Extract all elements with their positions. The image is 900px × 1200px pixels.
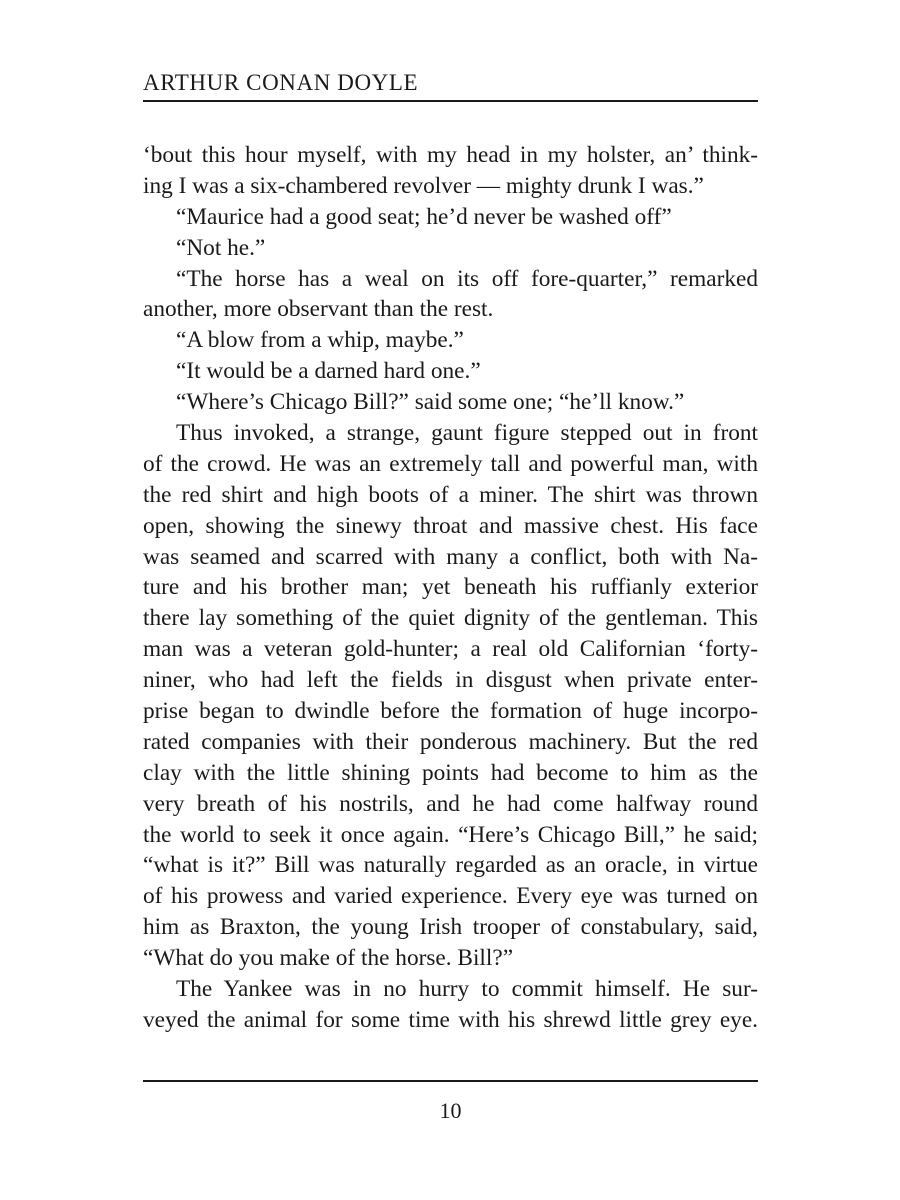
- text-line: Thus invoked, a strange, gaunt figure stepped out in front: [176, 420, 758, 447]
- running-head: ARTHUR CONAN DOYLE: [143, 70, 419, 95]
- page-number: 10: [439, 1098, 462, 1123]
- text-line: “What do you make of the horse. Bill?”: [143, 945, 514, 972]
- text-line: ing I was a six-chambered revolver — mighty drunk I was.”: [143, 172, 704, 199]
- text-line: rated companies with their ponderous machinery. But the red: [143, 728, 758, 755]
- text-line: “Where’s Chicago Bill?” said some one; “he’ll know.”: [176, 389, 685, 416]
- text-line: was seamed and scarred with many a conflict, both with Na-: [143, 543, 758, 570]
- header-rule: [143, 100, 758, 102]
- text-line: “The horse has a weal on its off fore-quarter,” remarked: [176, 265, 758, 292]
- text-line: niner, who had left the fields in disgust when private enter-: [143, 667, 758, 694]
- text-line: “Maurice had a good seat; he’d never be washed off”: [176, 203, 672, 230]
- text-line: man was a veteran gold-hunter; a real old Californian ‘forty-: [143, 636, 758, 663]
- text-line: prise began to dwindle before the formation of huge incorpo-: [143, 698, 758, 725]
- text-line: the world to seek it once again. “Here’s Chicago Bill,” he said;: [143, 821, 758, 848]
- text-line: The Yankee was in no hurry to commit himself. He sur-: [176, 976, 758, 1003]
- text-line: the red shirt and high boots of a miner. The shirt was thrown: [143, 481, 758, 508]
- text-line: veyed the animal for some time with his shrewd little grey eye.: [143, 1006, 758, 1033]
- text-line: ture and his brother man; yet beneath his ruffianly exterior: [143, 574, 758, 601]
- text-line: “Not he.”: [176, 234, 266, 261]
- text-line: ‘bout this hour myself, with my head in my holster, an’ think-: [143, 142, 758, 168]
- text-line: “A blow from a whip, maybe.”: [176, 327, 464, 354]
- text-line: of the crowd. He was an extremely tall and powerful man, with: [143, 450, 758, 477]
- text-line: “It would be a darned hard one.”: [176, 358, 481, 385]
- text-line: him as Braxton, the young Irish trooper of constabulary, said,: [143, 914, 758, 941]
- body-text: [143, 140, 758, 1036]
- text-line: there lay something of the quiet dignity of the gentleman. This: [143, 605, 758, 632]
- text-line: “what is it?” Bill was naturally regarded as an oracle, in virtue: [143, 852, 758, 879]
- footer-rule: [143, 1080, 758, 1082]
- text-line: open, showing the sinewy throat and massive chest. His face: [143, 512, 758, 539]
- text-line: another, more observant than the rest.: [143, 296, 494, 323]
- text-line: of his prowess and varied experience. Every eye was turned on: [143, 883, 758, 910]
- text-line: clay with the little shining points had become to him as the: [143, 759, 758, 786]
- text-line: very breath of his nostrils, and he had come halfway round: [143, 790, 758, 817]
